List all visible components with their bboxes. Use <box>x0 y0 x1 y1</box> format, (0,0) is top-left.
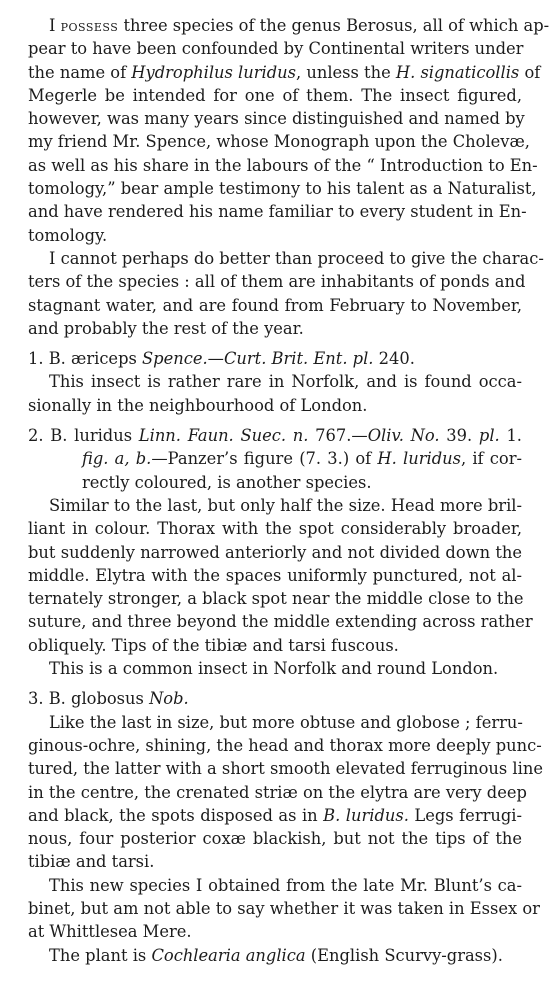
text-run: Megerle be intended for one of them. The insect figured, <box>28 85 522 105</box>
text-run: , if cor- <box>460 449 522 469</box>
text-line <box>28 370 522 393</box>
text-run: I cannot perhaps do better than proceed to give the charac- <box>49 248 544 268</box>
text-run: sionally in the neighbourhood of London. <box>28 395 368 415</box>
text-line <box>28 84 522 107</box>
species-entry-1 <box>28 347 522 417</box>
text-run: at Whittlesea Mere. <box>28 922 192 942</box>
text-line <box>28 394 522 417</box>
text-run: liant in colour. Thorax with the spot considerably broader, <box>28 519 522 539</box>
text-run: ginous-ochre, shining, the head and thorax more deeply punc- <box>28 735 542 755</box>
text-run: of <box>519 62 541 82</box>
species-heading <box>28 424 522 447</box>
text-line <box>28 177 537 200</box>
text-run: and probably the rest of the year. <box>28 318 304 338</box>
text-run: Like the last in size, but more obtuse and globose ; ferru- <box>49 712 523 732</box>
text-run: Spence.—Curt. Brit. Ent. pl. <box>142 349 374 369</box>
text-line <box>28 757 543 780</box>
text-line <box>28 734 542 757</box>
text-line <box>28 944 522 967</box>
text-line <box>28 587 522 610</box>
text-line <box>28 130 530 153</box>
text-line <box>28 224 522 247</box>
text-run: 3. B. globosus <box>28 689 150 709</box>
text-line <box>28 541 522 564</box>
text-run: rectly coloured, is another species. <box>82 472 372 492</box>
text-run: Hydrophilus luridus <box>131 62 296 82</box>
text-run: 240. <box>373 349 415 369</box>
text-run: Similar to the last, but only half the size. Head more bril- <box>49 495 522 515</box>
text-run: I <box>49 16 61 35</box>
text-run: nous, four posterior coxæ blackish, but not the tips of the <box>28 829 522 849</box>
text-run: —Panzer’s figure (7. 3.) of <box>151 449 378 469</box>
text-line <box>28 154 538 177</box>
text-line <box>28 37 522 60</box>
text-run: 39. <box>439 426 479 446</box>
text-run: 1. B. æriceps <box>28 349 143 369</box>
text-run: stagnant water, and are found from February to November, <box>28 295 522 315</box>
text-line <box>28 517 522 540</box>
text-line <box>28 827 522 850</box>
text-run: however, was many years since distinguished and named by <box>28 109 525 129</box>
text-run: tured, the latter with a short smooth elevated ferruginous line <box>28 759 543 779</box>
text-line <box>28 14 550 37</box>
text-run: the name of <box>28 62 132 82</box>
text-run: This new species I obtained from the late Mr. Blunt’s ca- <box>49 875 522 895</box>
species-heading <box>28 687 522 710</box>
text-run: three species of the genus Berosus, all of which ap- <box>118 16 550 35</box>
text-run: as well as his share in the labours of the “ Introduction to En- <box>28 155 538 175</box>
text-run: B. luridus. <box>323 805 409 825</box>
species-heading-continued <box>28 471 522 494</box>
text-run: tomology. <box>28 225 108 245</box>
text-line <box>28 610 533 633</box>
text-run: This insect is rather rare in Norfolk, and is found occa- <box>49 372 522 392</box>
text-run: 767.— <box>308 426 368 446</box>
text-line <box>28 634 522 657</box>
text-run: H. luridus <box>377 449 461 469</box>
text-line <box>28 107 525 130</box>
text-run: tomology,” bear ample testimony to his talent as a Naturalist, <box>28 179 537 199</box>
text-run: Cochlearia anglica <box>151 945 306 965</box>
text-run: Legs ferrugi- <box>408 805 522 825</box>
species-heading-continued <box>28 447 522 470</box>
species-entry-3 <box>28 687 543 967</box>
text-line <box>28 247 544 270</box>
text-line <box>28 874 522 897</box>
text-run: ternately stronger, a black spot near the middle close to the <box>28 589 524 609</box>
text-line <box>28 294 522 317</box>
text-run: fig. a, b. <box>82 449 152 469</box>
text-run: (English Scurvy-grass). <box>305 945 503 965</box>
species-heading <box>28 347 522 370</box>
text-line <box>28 711 522 734</box>
text-run: Nob. <box>149 689 189 709</box>
text-run: possess <box>60 16 119 35</box>
text-run: , unless the <box>296 62 396 82</box>
text-line <box>28 270 526 293</box>
text-line <box>28 657 522 680</box>
text-run: in the centre, the crenated striæ on the elytra are very deep <box>28 782 527 802</box>
text-run: but suddenly narrowed anteriorly and not divided down the <box>28 542 522 562</box>
text-run: tibiæ and tarsi. <box>28 852 155 872</box>
text-run: and have rendered his name familiar to every student in En- <box>28 202 527 222</box>
text-line <box>28 897 540 920</box>
text-run: binet, but am not able to say whether it was taken in Essex or <box>28 898 540 918</box>
text-run: The plant is <box>49 945 152 965</box>
text-run: ters of the species : all of them are inhabitants of ponds and <box>28 272 526 292</box>
text-line <box>28 804 522 827</box>
text-line <box>28 61 541 84</box>
species-entry-2 <box>28 424 533 680</box>
text-run: and black, the spots disposed as in <box>28 805 324 825</box>
paragraph-characters <box>28 247 544 340</box>
text-run: pear to have been confounded by Continental writers under <box>28 39 524 59</box>
text-line <box>28 920 522 943</box>
text-line <box>28 564 522 587</box>
text-run: obliquely. Tips of the tibiæ and tarsi fuscous. <box>28 635 399 655</box>
text-line <box>28 200 527 223</box>
text-run: my friend Mr. Spence, whose Monograph upon the Cholevæ, <box>28 132 530 152</box>
text-run: middle. Elytra with the spaces uniformly punctured, not al- <box>28 565 522 585</box>
text-run: Linn. Faun. Suec. n. <box>138 426 309 446</box>
text-run: suture, and three beyond the middle extending across rather <box>28 612 533 632</box>
text-run: 1. <box>499 426 522 446</box>
text-line <box>28 781 527 804</box>
text-run: H. signaticollis <box>395 62 520 82</box>
text-run: Oliv. No. <box>367 426 440 446</box>
paragraph-intro <box>28 14 550 247</box>
text-run: This is a common insect in Norfolk and round London. <box>49 659 499 679</box>
text-run: pl. <box>478 426 500 446</box>
text-line <box>28 317 522 340</box>
text-run: 2. B. luridus <box>28 426 139 446</box>
text-line <box>28 850 522 873</box>
text-line <box>28 494 522 517</box>
